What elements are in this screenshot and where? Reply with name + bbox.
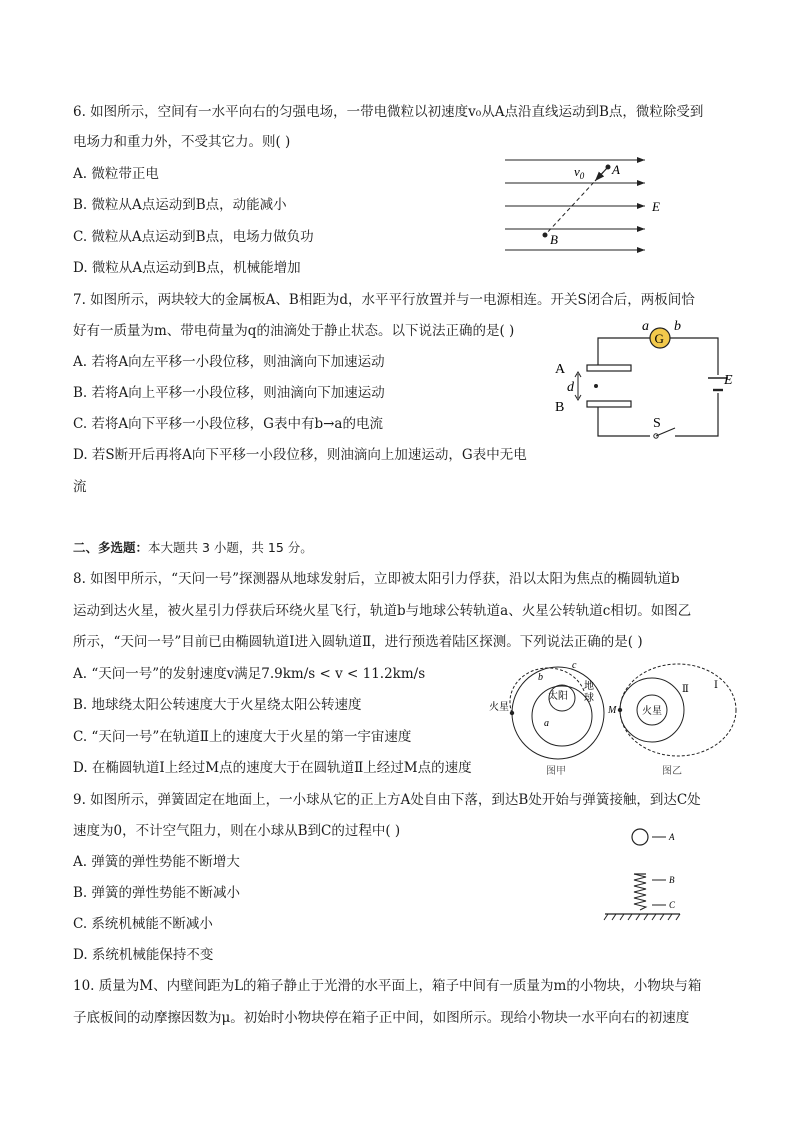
q7-option-d: D. 若S断开后再将A向下平移一小段位移，则油滴向上加速运动，G表中无电 (73, 447, 527, 463)
q8-fig-earth-label-1: 地 (584, 681, 594, 692)
q7-fig-plate-a-label: A (555, 362, 566, 377)
q7-option-b: B. 若将A向上平移一小段位移，则油滴向下加速运动 (73, 385, 385, 401)
q9-stem-line1: 9. 如图所示，弹簧固定在地面上，一小球从它的正上方A处自由下落，到达B处开始与弹簧接触，到达C处 (73, 792, 701, 808)
q6-fig-a-label: A (612, 162, 620, 177)
q9-spring-figure (600, 822, 700, 927)
q8-fig-orbit-1-label: Ⅰ (714, 680, 718, 691)
q9-fig-b-label: B (669, 875, 675, 885)
q8-fig-sun-label: 太阳 (548, 691, 568, 702)
section-2-desc: 本大题共 3 小题，共 15 分。 (148, 540, 313, 555)
q6-option-d: D. 微粒从A点运动到B点，机械能增加 (73, 260, 301, 276)
q6-fig-b-label: B (550, 232, 558, 247)
section-2-title: 二、多选题： (73, 540, 149, 555)
q7-stem-line1: 7. 如图所示，两块较大的金属板A、B相距为d，水平平行放置并与一电源相连。开关S闭合后，两板间恰 (73, 292, 695, 308)
q8-option-a: A. “天问一号”的发射速度v满足7.9km/s < v < 11.2km/s (73, 666, 426, 682)
q6-stem-line1: 6. 如图所示，空间有一水平向右的匀强电场，一带电微粒以初速度v₀从A点沿直线运动到B点，微粒除受到 (73, 104, 704, 120)
q8-option-c: C. “天问一号”在轨道Ⅱ上的速度大于火星的第一宇宙速度 (73, 729, 412, 745)
q7-fig-d-label: d (567, 380, 574, 395)
section-2-heading (73, 538, 313, 558)
q8-fig-m-label: M (608, 705, 617, 716)
q8-stem-line3: 所示，“天问一号”目前已由椭圆轨道Ⅰ进入圆轨道Ⅱ，进行预选着陆区探测。下列说法正确的是( ) (73, 634, 643, 650)
q9-option-a: A. 弹簧的弹性势能不断增大 (73, 854, 240, 870)
q8-stem-line2: 运动到达火星，被火星引力俘获后环绕火星飞行，轨道b与地球公转轨道a、火星公转轨道c相切。如图乙 (73, 603, 692, 619)
q8-option-b: B. 地球绕太阳公转速度大于火星绕太阳公转速度 (73, 697, 362, 713)
q10-stem-line2: 子底板间的动摩擦因数为μ。初始时小物块停在箱子正中间，如图所示。现给小物块一水平向右的初速度 (73, 1010, 690, 1026)
q8-stem-line1: 8. 如图甲所示，“天问一号”探测器从地球发射后，立即被太阳引力俘获，沿以太阳为焦点的椭圆轨道b (73, 571, 680, 587)
q8-fig-mars-label: 火星 (642, 706, 662, 717)
q9-fig-a-label: A (669, 832, 675, 842)
q9-fig-c-label: C (669, 900, 676, 910)
q7-fig-g-label: G (654, 331, 664, 346)
q6-option-c: C. 微粒从A点运动到B点，电场力做负功 (73, 229, 314, 245)
q8-fig-b-label: b (538, 672, 543, 683)
q7-fig-b-label: b (674, 319, 681, 334)
q8-fig-mars-left-label: 火星 (489, 702, 509, 713)
q6-option-a: A. 微粒带正电 (73, 166, 159, 182)
q6-fig-v0-label: $v_0$ (574, 164, 585, 181)
q8-fig-a-label: a (544, 718, 549, 729)
q7-option-d-cont: 流 (73, 479, 87, 495)
q9-option-d: D. 系统机械能保持不变 (73, 947, 214, 963)
q9-option-c: C. 系统机械能不断减小 (73, 916, 213, 932)
q9-option-b: B. 弹簧的弹性势能不断减小 (73, 885, 241, 901)
q6-fig-e-label: E (652, 199, 660, 214)
q7-fig-a-label: a (642, 319, 649, 334)
q8-fig-c-label: c (572, 660, 577, 671)
q8-fig-earth-label-2: 球 (584, 693, 594, 704)
q7-option-a: A. 若将A向左平移一小段位移，则油滴向下加速运动 (73, 354, 385, 370)
q10-stem-line1: 10. 质量为M、内壁间距为L的箱子静止于光滑的水平面上，箱子中间有一质量为m的小物块，小物块与箱 (73, 978, 702, 994)
q8-fig-orbit-2-label: Ⅱ (682, 684, 689, 695)
q8-fig-caption-left: 图甲 (546, 766, 566, 777)
q8-fig-caption-right: 图乙 (662, 766, 682, 777)
q8-orbit-figure (486, 658, 726, 780)
q9-stem-line2: 速度为0，不计空气阻力，则在小球从B到C的过程中( ) (73, 823, 401, 839)
q7-fig-s-label: S (653, 416, 661, 431)
q7-stem-line2: 好有一质量为m、带电荷量为q的油滴处于静止状态。以下说法正确的是( ) (73, 323, 515, 339)
q7-option-c: C. 若将A向下平移一小段位移，G表中有b→a的电流 (73, 416, 383, 432)
q7-fig-e-label: E (724, 373, 733, 388)
q6-stem-line2: 电场力和重力外，不受其它力。则( ) (73, 134, 291, 150)
q7-fig-plate-b-label: B (555, 400, 565, 415)
q7-circuit-figure (550, 318, 733, 443)
q8-option-d: D. 在椭圆轨道Ⅰ上经过M点的速度大于在圆轨道Ⅱ上经过M点的速度 (73, 760, 472, 776)
q6-field-figure (500, 150, 680, 260)
q6-option-b: B. 微粒从A点运动到B点，动能减小 (73, 197, 287, 213)
